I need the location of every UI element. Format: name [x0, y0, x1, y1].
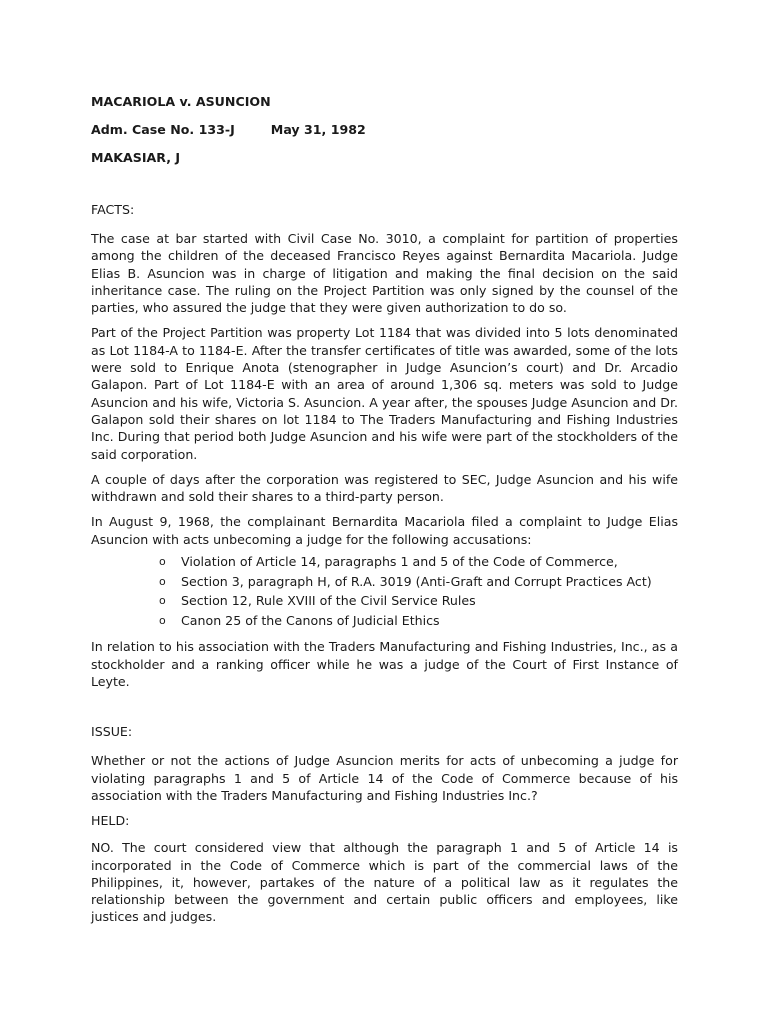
list-item [91, 572, 678, 592]
document-page [91, 93, 678, 934]
accusation-text: Section 3, paragraph H, of R.A. 3019 (Anti-Graft and Corrupt Practices Act) [181, 573, 652, 589]
case-date: May 31, 1982 [270, 122, 366, 137]
facts-paragraph-3: A couple of days after the corporation was registered to SEC, Judge Asuncion and his wife withdrawn and sold their shares to a third-party person. [91, 471, 678, 505]
bullet-icon: o [159, 555, 166, 569]
held-heading: HELD: [91, 813, 130, 829]
facts-heading: FACTS: [91, 202, 135, 217]
accusations-list [91, 552, 678, 630]
bullet-icon: o [159, 574, 166, 588]
issue-paragraph: Whether or not the actions of Judge Asuncion merits for acts of unbecoming a judge for violating paragraphs 1 and 5 of Article 14 of the Code of Commerce because of his association with the Traders Manufacturing and Fishing Industries Inc.? [91, 753, 678, 803]
case-number: Adm. Case No. 133-J [91, 122, 235, 137]
list-item [91, 552, 678, 572]
list-item [91, 591, 678, 611]
facts-closing-paragraph: In relation to his association with the Traders Manufacturing and Fishing Industries, Inc., as a stockholder and a ranking officer while he was a judge of the Court of First Instance of Leyte. [91, 639, 678, 690]
accusation-text: Violation of Article 14, paragraphs 1 and 5 of the Code of Commerce, [181, 554, 618, 570]
facts-paragraph-1: The case at bar started with Civil Case No. 3010, a complaint for partition of properties among the children of the deceased Francisco Reyes against Bernardita Macariola. Judge Elias B. Asuncion was in charge of litigation and making the final decision on the said inheritance case. The ruling on the Project Partition was only signed by the counsel of the parties, who assured the judge that they were given authorization to do so. [91, 231, 678, 316]
facts-paragraph-2: Part of the Project Partition was property Lot 1184 that was divided into 5 lots denominated as Lot 1184-A to 1184-E. After the transfer certificates of title was awarded, some of the lots were sold to Enrique Anota (stenographer in Judge Asuncion’s court) and Dr. Arcadio Galapon. Part of Lot 1184-E with an area of around 1,306 sq. meters was sold to Judge Asuncion and his wife, Victoria S. Asuncion. A year after, the spouses Judge Asuncion and Dr. Galapon sold their shares on lot 1184 to The Traders Manufacturing and Fishing Industries Inc. During that period both Judge Asuncion and his wife were part of the stockholders of the said corporation. [91, 325, 678, 462]
case-number-line [91, 121, 678, 139]
case-title: MACARIOLA v. ASUNCION [91, 94, 271, 109]
bullet-icon: o [159, 594, 166, 608]
facts-paragraph-4: In August 9, 1968, the complainant Bernardita Macariola filed a complaint to Judge Elias Asuncion with acts unbecoming a judge for the following accusations: [91, 514, 678, 547]
list-item [91, 611, 678, 631]
held-paragraph: NO. The court considered view that although the paragraph 1 and 5 of Article 14 is incorporated in the Code of Commerce which is part of the commercial laws of the Philippines, it, however, partakes of the nature of a political law as it regulates the relationship between the government and certain public officers and employees, like justices and judges. [91, 840, 678, 925]
accusation-text: Canon 25 of the Canons of Judicial Ethics [181, 612, 440, 628]
issue-heading: ISSUE: [91, 724, 133, 740]
ponente: MAKASIAR, J [91, 150, 181, 165]
accusation-text: Section 12, Rule XVIII of the Civil Service Rules [181, 593, 476, 609]
bullet-icon: o [159, 613, 166, 627]
